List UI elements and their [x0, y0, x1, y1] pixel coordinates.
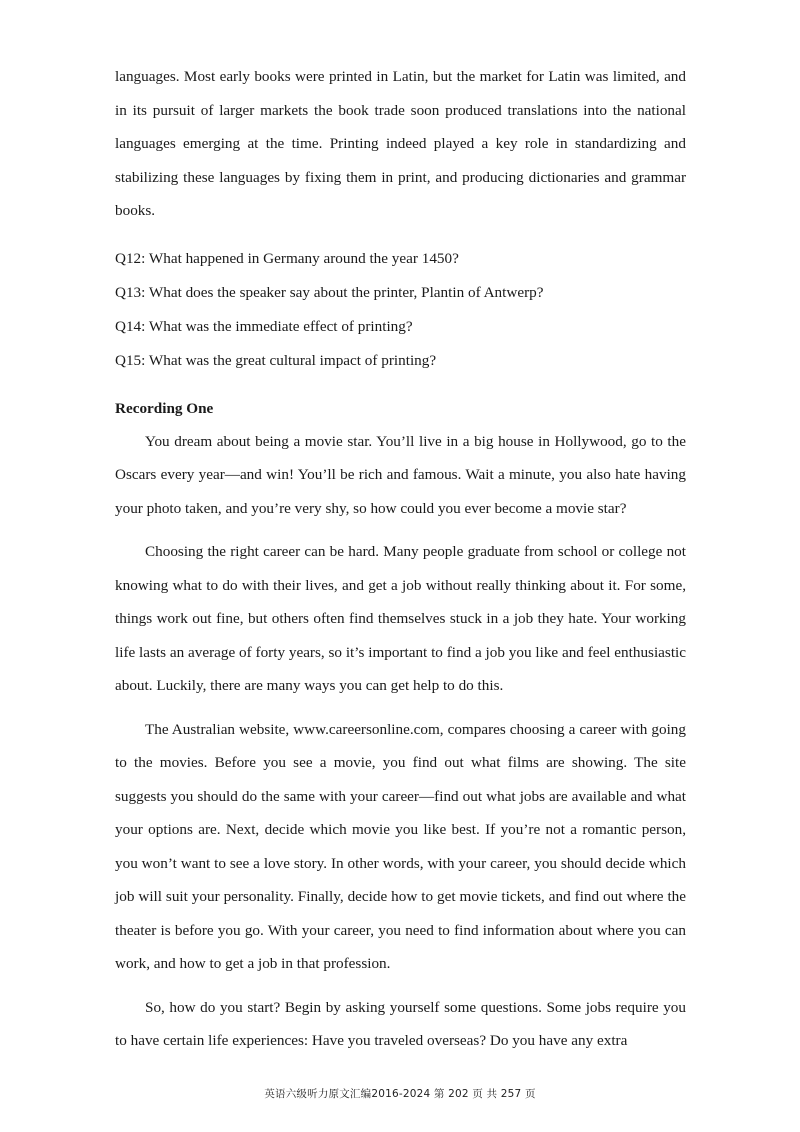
paragraph-australian-website: The Australian website, www.careersonline.com, compares choosing a career with going to the movies. Before you see a movie, you find out what films are showing. The site suggests you should do the same with your career—find out what jobs are available and what your options are. Next, decide which movie you like best. If you’re not a romantic person, you won’t want to see a love story. In other words, with your career, you should decide which job will suit your personality. Finally, decide how to get movie tickets, and find out where the theater is before you go. With your career, you need to find information about where you can work, and how to get a job in that profession. [115, 720, 686, 972]
page-footer: 英语六级听力原文汇编2016-2024 第 202 页 共 257 页 [264, 1088, 536, 1100]
paragraph-movie-star: You dream about being a movie star. You’ll live in a big house in Hollywood, go to the Oscars every year—and win! You’ll be rich and famous. Wait a minute, you also hate having your photo taken, and you’re very shy, so how could you ever become a movie star? [115, 432, 686, 517]
page-content [115, 60, 686, 1058]
question-q14: Q14: What was the immediate effect of printing? [115, 317, 413, 335]
section-heading: Recording One [115, 399, 214, 417]
question-q12: Q12: What happened in Germany around the year 1450? [115, 249, 459, 267]
paragraph-choosing-career: Choosing the right career can be hard. Many people graduate from school or college not knowing what to do with their lives, and get a job without really thinking about it. For some, things work out fine, but others often find themselves stuck in a job they hate. Your working life lasts an average of forty years, so it’s important to find a job you like and feel enthusiastic about. Luckily, there are many ways you can get help to do this. [115, 543, 686, 694]
intro-paragraph: languages. Most early books were printed in Latin, but the market for Latin was limited, and in its pursuit of larger markets the book trade soon produced translations into the national languages emerging at the time. Printing indeed played a key role in standardizing and stabilizing these languages by fixing them in print, and producing dictionaries and grammar books. [115, 68, 686, 219]
question-q13: Q13: What does the speaker say about the printer, Plantin of Antwerp? [115, 283, 544, 301]
paragraph-how-to-start: So, how do you start? Begin by asking yourself some questions. Some jobs require you to have certain life experiences: Have you traveled overseas? Do you have any extra [115, 998, 686, 1049]
question-q15: Q15: What was the great cultural impact of printing? [115, 351, 437, 369]
question-list [115, 242, 686, 378]
